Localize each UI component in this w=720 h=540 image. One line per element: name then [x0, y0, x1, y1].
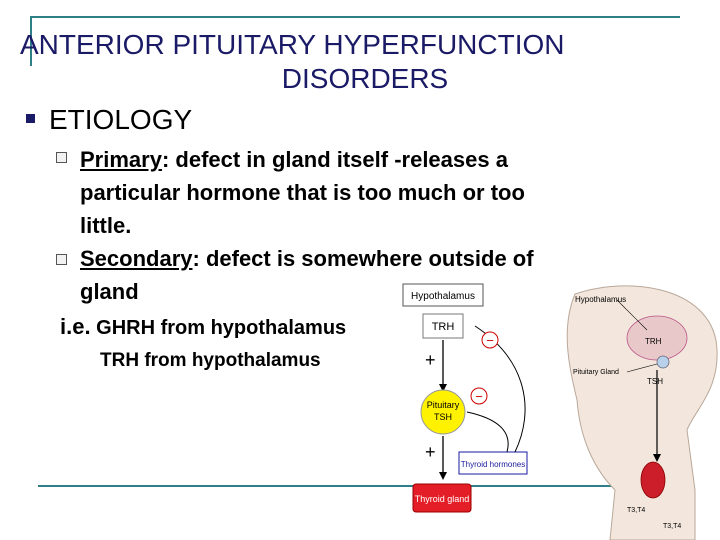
pituitary-gland-icon — [657, 356, 669, 368]
flowchart — [403, 284, 527, 512]
example-line2: TRH from hypothalamus — [100, 350, 321, 371]
hollow-square-bullet-icon — [56, 152, 67, 163]
head-t3t4-label-b: T3,T4 — [663, 523, 682, 530]
slide-title — [20, 28, 670, 96]
example-prefix: i.e. — [60, 314, 91, 339]
example-ghrh: GHRH from hypothalamus — [96, 317, 347, 339]
primary-text-line2: particular hormone that is too much or too — [80, 180, 525, 205]
secondary-text-line2: gland — [80, 279, 139, 304]
secondary-label: Secondary — [80, 246, 193, 271]
hollow-square-bullet-icon — [56, 254, 67, 265]
head-illustration — [567, 286, 717, 540]
hypothalamus-box-label: Hypothalamus — [411, 291, 475, 302]
head-trh-label: TRH — [645, 337, 662, 346]
primary-label: Primary — [80, 147, 162, 172]
head-pituitary-label: Pituitary Gland — [573, 369, 619, 376]
etiology-heading-text: ETIOLOGY — [49, 104, 193, 135]
primary-text-line1: : defect in gland itself -releases a — [161, 147, 508, 172]
example-line1 — [60, 314, 346, 340]
primary-text-line3: little. — [80, 213, 132, 238]
slide-title-line1: ANTERIOR PITUITARY HYPERFUNCTION — [20, 29, 565, 60]
trh-box-label: TRH — [431, 321, 455, 333]
list-item-primary — [80, 143, 630, 242]
pituitary-label: Pituitary — [426, 400, 460, 410]
head-hypothalamus-label: Hypothalamus — [575, 295, 627, 304]
stimulate-sign-2: + — [425, 442, 436, 462]
head-tsh-label: TSH — [647, 377, 663, 386]
arrowhead-icon — [439, 472, 447, 480]
square-bullet-icon — [26, 114, 35, 123]
inhibit-sign-1: − — [486, 333, 494, 348]
thyroid-gland-label: Thyroid gland — [414, 494, 470, 504]
thyroid-gland-icon — [641, 462, 665, 498]
frame-top-line — [30, 16, 680, 18]
inhibit-sign-2: − — [475, 389, 483, 404]
etiology-heading — [26, 106, 192, 134]
hypothalamic-pituitary-thyroid-diagram — [395, 280, 720, 540]
pituitary-tsh-label: TSH — [434, 412, 452, 422]
thyroid-hormones-label: Thyroid hormones — [460, 460, 526, 469]
feedback-arrow-to-pituitary — [467, 412, 508, 452]
slide-title-line2: DISORDERS — [281, 63, 449, 94]
secondary-text-line1: : defect is somewhere outside of — [192, 246, 534, 271]
head-t3t4-label-a: T3,T4 — [627, 507, 646, 514]
stimulate-sign-1: + — [425, 350, 436, 370]
